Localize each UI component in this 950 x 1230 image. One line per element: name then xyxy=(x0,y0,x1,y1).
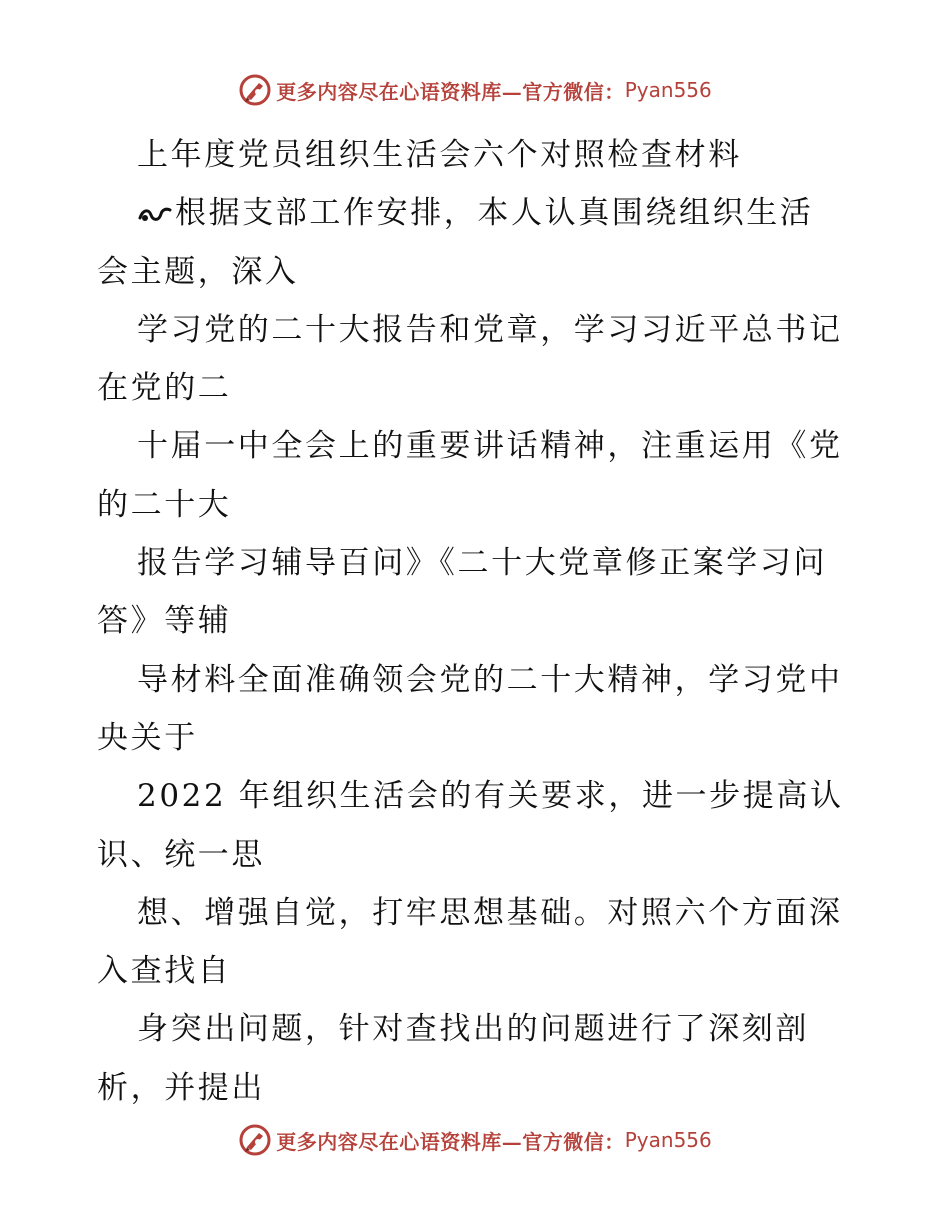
banner-wechat-id: Pyan556 xyxy=(624,1128,712,1152)
paragraph-text: 根据支部工作安排，本人认真围绕组织生活 xyxy=(175,195,814,232)
banner-text: 更多内容尽在心语资料库—官方微信： xyxy=(276,79,625,104)
wave-ornament-icon xyxy=(137,203,173,225)
paragraph-line: 的二十大 xyxy=(97,486,232,523)
paragraph-line: 会主题，深入 xyxy=(97,253,299,290)
paragraph-line: 识、统一思 xyxy=(97,836,265,873)
pen-logo-icon xyxy=(238,73,272,107)
paragraph-line: 央关于 xyxy=(97,719,198,756)
banner-text: 更多内容尽在心语资料库—官方微信： xyxy=(276,1129,625,1154)
paragraph-line: 入查找自 xyxy=(97,953,232,990)
paragraph-line: 在党的二 xyxy=(97,370,232,407)
pen-logo-icon xyxy=(238,1123,272,1157)
paragraph-line: 答》等辅 xyxy=(97,603,232,640)
paragraph-line xyxy=(97,184,857,242)
paragraph-line: 身突出问题，针对查找出的问题进行了深刻剖 xyxy=(137,1011,809,1048)
header-banner xyxy=(0,70,950,110)
paragraph-line: 2022 年组织生活会的有关要求，进一步提高认 xyxy=(137,778,844,815)
paragraph-line: 想、增强自觉，打牢思想基础。对照六个方面深 xyxy=(137,894,843,931)
footer-banner xyxy=(0,1120,950,1160)
paragraph-line: 析，并提出 xyxy=(97,1069,265,1106)
document-body xyxy=(97,126,857,1117)
paragraph-line: 导材料全面准确领会党的二十大精神，学习党中 xyxy=(137,661,843,698)
paragraph-line: 报告学习辅导百问》《二十大党章修正案学习问 xyxy=(137,545,828,582)
paragraph-line: 十届一中全会上的重要讲话精神，注重运用《党 xyxy=(137,428,843,465)
banner-wechat-id: Pyan556 xyxy=(624,78,712,102)
paragraph-line: 学习党的二十大报告和党章，学习习近平总书记 xyxy=(137,311,843,348)
document-title: 上年度党员组织生活会六个对照检查材料 xyxy=(137,137,742,173)
